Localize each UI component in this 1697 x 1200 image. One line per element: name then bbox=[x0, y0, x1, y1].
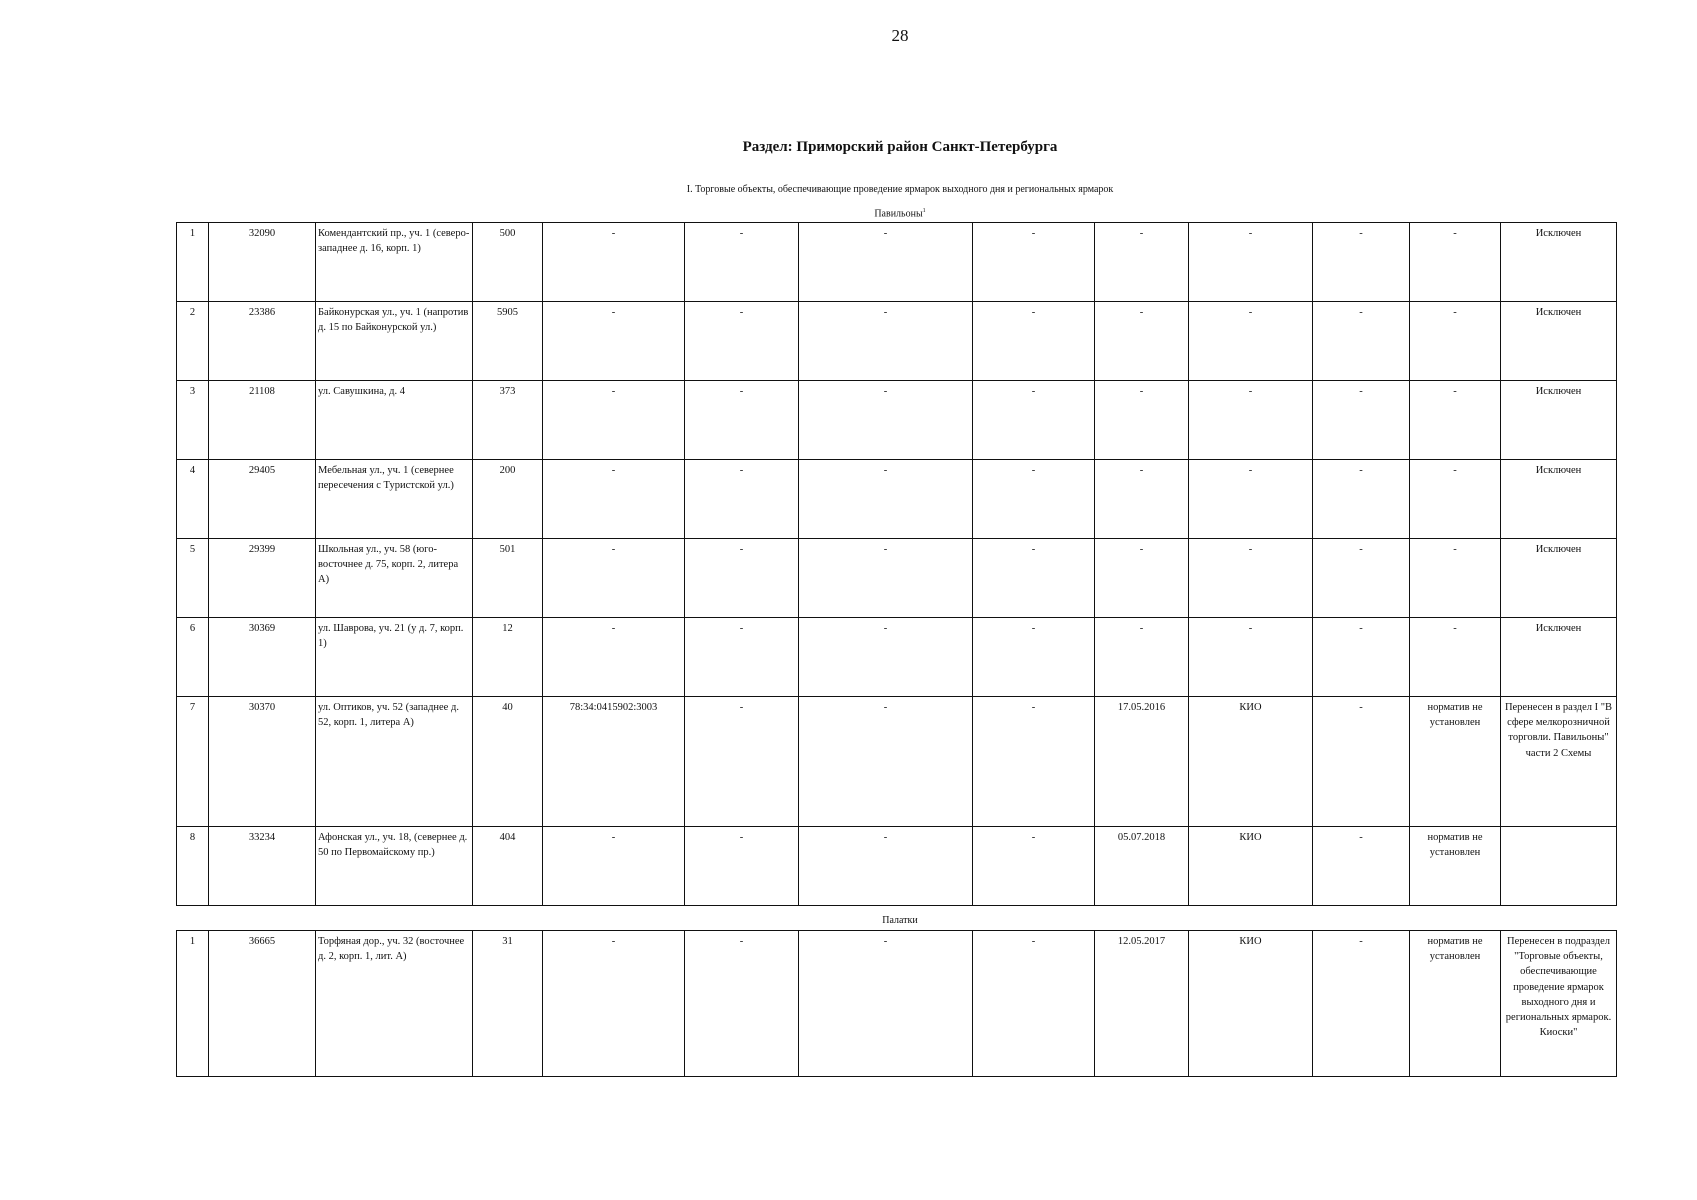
cell-c7: - bbox=[799, 302, 973, 381]
cell-area: 404 bbox=[473, 827, 543, 906]
cell-cadastral: - bbox=[543, 931, 685, 1077]
cell-date: 05.07.2018 bbox=[1095, 827, 1189, 906]
cell-date: - bbox=[1095, 460, 1189, 539]
cell-c11: - bbox=[1313, 697, 1410, 827]
cell-area: 373 bbox=[473, 381, 543, 460]
cell-c7: - bbox=[799, 618, 973, 697]
cell-num: 3 bbox=[177, 381, 209, 460]
cell-date: 12.05.2017 bbox=[1095, 931, 1189, 1077]
cell-area: 500 bbox=[473, 223, 543, 302]
cell-c8: - bbox=[973, 931, 1095, 1077]
cell-c6: - bbox=[685, 302, 799, 381]
cell-address: Комендантский пр., уч. 1 (северо-западнее д. 16, корп. 1) bbox=[316, 223, 473, 302]
cell-cadastral: - bbox=[543, 539, 685, 618]
section-title: Раздел: Приморский район Санкт-Петербурга bbox=[742, 139, 1058, 155]
cell-c8: - bbox=[973, 302, 1095, 381]
cell-num: 5 bbox=[177, 539, 209, 618]
cell-norm: норматив не установлен bbox=[1410, 827, 1501, 906]
cell-address: ул. Шаврова, уч. 21 (у д. 7, корп. 1) bbox=[316, 618, 473, 697]
cell-id: 29405 bbox=[209, 460, 316, 539]
cell-c11: - bbox=[1313, 618, 1410, 697]
cell-id: 36665 bbox=[209, 931, 316, 1077]
cell-num: 1 bbox=[177, 931, 209, 1077]
cell-norm: - bbox=[1410, 460, 1501, 539]
cell-id: 33234 bbox=[209, 827, 316, 906]
cell-note: Перенесен в подраздел "Торговые объекты, обеспечивающие проведение ярмарок выходного дня и региональных ярмарок. Киоски" bbox=[1501, 931, 1617, 1077]
cell-note bbox=[1501, 827, 1617, 906]
cell-note: Исключен bbox=[1501, 618, 1617, 697]
cell-area: 501 bbox=[473, 539, 543, 618]
cell-c8: - bbox=[973, 618, 1095, 697]
cell-c11: - bbox=[1313, 460, 1410, 539]
cell-org: - bbox=[1189, 618, 1313, 697]
cell-id: 30369 bbox=[209, 618, 316, 697]
group-label-text: Павильоны bbox=[874, 208, 923, 220]
cell-c7: - bbox=[799, 460, 973, 539]
table-row bbox=[177, 931, 1617, 1077]
cell-id: 21108 bbox=[209, 381, 316, 460]
group-label-pavilions bbox=[0, 208, 1697, 219]
table-row bbox=[177, 539, 1617, 618]
cell-c11: - bbox=[1313, 931, 1410, 1077]
cell-address: Мебельная ул., уч. 1 (севернее пересечения с Туристской ул.) bbox=[316, 460, 473, 539]
cell-c6: - bbox=[685, 223, 799, 302]
cell-c8: - bbox=[973, 460, 1095, 539]
cell-c7: - bbox=[799, 381, 973, 460]
cell-c8: - bbox=[973, 697, 1095, 827]
table-row bbox=[177, 827, 1617, 906]
cell-area: 5905 bbox=[473, 302, 543, 381]
cell-note: Исключен bbox=[1501, 539, 1617, 618]
cell-norm: - bbox=[1410, 302, 1501, 381]
cell-note: Исключен bbox=[1501, 223, 1617, 302]
table-row bbox=[177, 302, 1617, 381]
cell-org: КИО bbox=[1189, 931, 1313, 1077]
cell-cadastral: - bbox=[543, 302, 685, 381]
tents-table bbox=[176, 930, 1617, 1077]
cell-c7: - bbox=[799, 697, 973, 827]
cell-c6: - bbox=[685, 827, 799, 906]
cell-num: 7 bbox=[177, 697, 209, 827]
cell-norm: - bbox=[1410, 223, 1501, 302]
cell-date: - bbox=[1095, 539, 1189, 618]
cell-c8: - bbox=[973, 381, 1095, 460]
subsection-title: I. Торговые объекты, обеспечивающие проведение ярмарок выходного дня и региональных ярмарок bbox=[686, 184, 1114, 195]
cell-norm: норматив не установлен bbox=[1410, 697, 1501, 827]
cell-cadastral: - bbox=[543, 618, 685, 697]
cell-id: 32090 bbox=[209, 223, 316, 302]
cell-org: - bbox=[1189, 460, 1313, 539]
cell-address: Байконурская ул., уч. 1 (напротив д. 15 по Байконурской ул.) bbox=[316, 302, 473, 381]
cell-num: 2 bbox=[177, 302, 209, 381]
cell-c11: - bbox=[1313, 302, 1410, 381]
cell-num: 1 bbox=[177, 223, 209, 302]
cell-c6: - bbox=[685, 618, 799, 697]
cell-id: 23386 bbox=[209, 302, 316, 381]
cell-cadastral: - bbox=[543, 381, 685, 460]
cell-address: ул. Оптиков, уч. 52 (западнее д. 52, корп. 1, литера А) bbox=[316, 697, 473, 827]
cell-c8: - bbox=[973, 827, 1095, 906]
cell-org: - bbox=[1189, 381, 1313, 460]
cell-address: Торфяная дор., уч. 32 (восточнее д. 2, корп. 1, лит. А) bbox=[316, 931, 473, 1077]
table-row bbox=[177, 223, 1617, 302]
cell-c6: - bbox=[685, 931, 799, 1077]
cell-org: - bbox=[1189, 302, 1313, 381]
cell-norm: - bbox=[1410, 381, 1501, 460]
cell-cadastral: - bbox=[543, 460, 685, 539]
cell-c7: - bbox=[799, 223, 973, 302]
cell-area: 31 bbox=[473, 931, 543, 1077]
table-row bbox=[177, 460, 1617, 539]
cell-c7: - bbox=[799, 827, 973, 906]
table-row bbox=[177, 618, 1617, 697]
cell-c11: - bbox=[1313, 381, 1410, 460]
cell-note: Исключен bbox=[1501, 302, 1617, 381]
cell-c8: - bbox=[973, 539, 1095, 618]
cell-address: ул. Савушкина, д. 4 bbox=[316, 381, 473, 460]
footnote-mark: 1 bbox=[922, 208, 926, 214]
cell-norm: - bbox=[1410, 618, 1501, 697]
cell-cadastral: - bbox=[543, 223, 685, 302]
page-number: 28 bbox=[891, 26, 909, 45]
cell-id: 30370 bbox=[209, 697, 316, 827]
cell-address: Школьная ул., уч. 58 (юго-восточнее д. 75, корп. 2, литера А) bbox=[316, 539, 473, 618]
cell-cadastral: - bbox=[543, 827, 685, 906]
cell-c6: - bbox=[685, 539, 799, 618]
cell-c7: - bbox=[799, 931, 973, 1077]
cell-address: Афонская ул., уч. 18, (севернее д. 50 по Первомайскому пр.) bbox=[316, 827, 473, 906]
cell-c11: - bbox=[1313, 827, 1410, 906]
cell-c6: - bbox=[685, 697, 799, 827]
cell-org: - bbox=[1189, 539, 1313, 618]
cell-date: - bbox=[1095, 381, 1189, 460]
cell-c6: - bbox=[685, 460, 799, 539]
cell-c8: - bbox=[973, 223, 1095, 302]
cell-num: 8 bbox=[177, 827, 209, 906]
cell-c11: - bbox=[1313, 539, 1410, 618]
cell-area: 12 bbox=[473, 618, 543, 697]
cell-date: - bbox=[1095, 223, 1189, 302]
cell-date: 17.05.2016 bbox=[1095, 697, 1189, 827]
cell-note: Исключен bbox=[1501, 381, 1617, 460]
cell-num: 4 bbox=[177, 460, 209, 539]
group-label-tents bbox=[0, 915, 1697, 926]
cell-c6: - bbox=[685, 381, 799, 460]
group-label-text: Палатки bbox=[882, 915, 918, 926]
cell-date: - bbox=[1095, 618, 1189, 697]
cell-c11: - bbox=[1313, 223, 1410, 302]
cell-num: 6 bbox=[177, 618, 209, 697]
cell-note: Перенесен в раздел I "В сфере мелкорозничной торговли. Павильоны" части 2 Схемы bbox=[1501, 697, 1617, 827]
cell-org: - bbox=[1189, 223, 1313, 302]
cell-norm: норматив не установлен bbox=[1410, 931, 1501, 1077]
table-row bbox=[177, 697, 1617, 827]
cell-org: КИО bbox=[1189, 827, 1313, 906]
table-row bbox=[177, 381, 1617, 460]
cell-norm: - bbox=[1410, 539, 1501, 618]
cell-c7: - bbox=[799, 539, 973, 618]
cell-org: КИО bbox=[1189, 697, 1313, 827]
cell-area: 40 bbox=[473, 697, 543, 827]
cell-note: Исключен bbox=[1501, 460, 1617, 539]
pavilions-table bbox=[176, 222, 1617, 906]
cell-area: 200 bbox=[473, 460, 543, 539]
cell-date: - bbox=[1095, 302, 1189, 381]
cell-id: 29399 bbox=[209, 539, 316, 618]
cell-cadastral: 78:34:0415902:3003 bbox=[543, 697, 685, 827]
